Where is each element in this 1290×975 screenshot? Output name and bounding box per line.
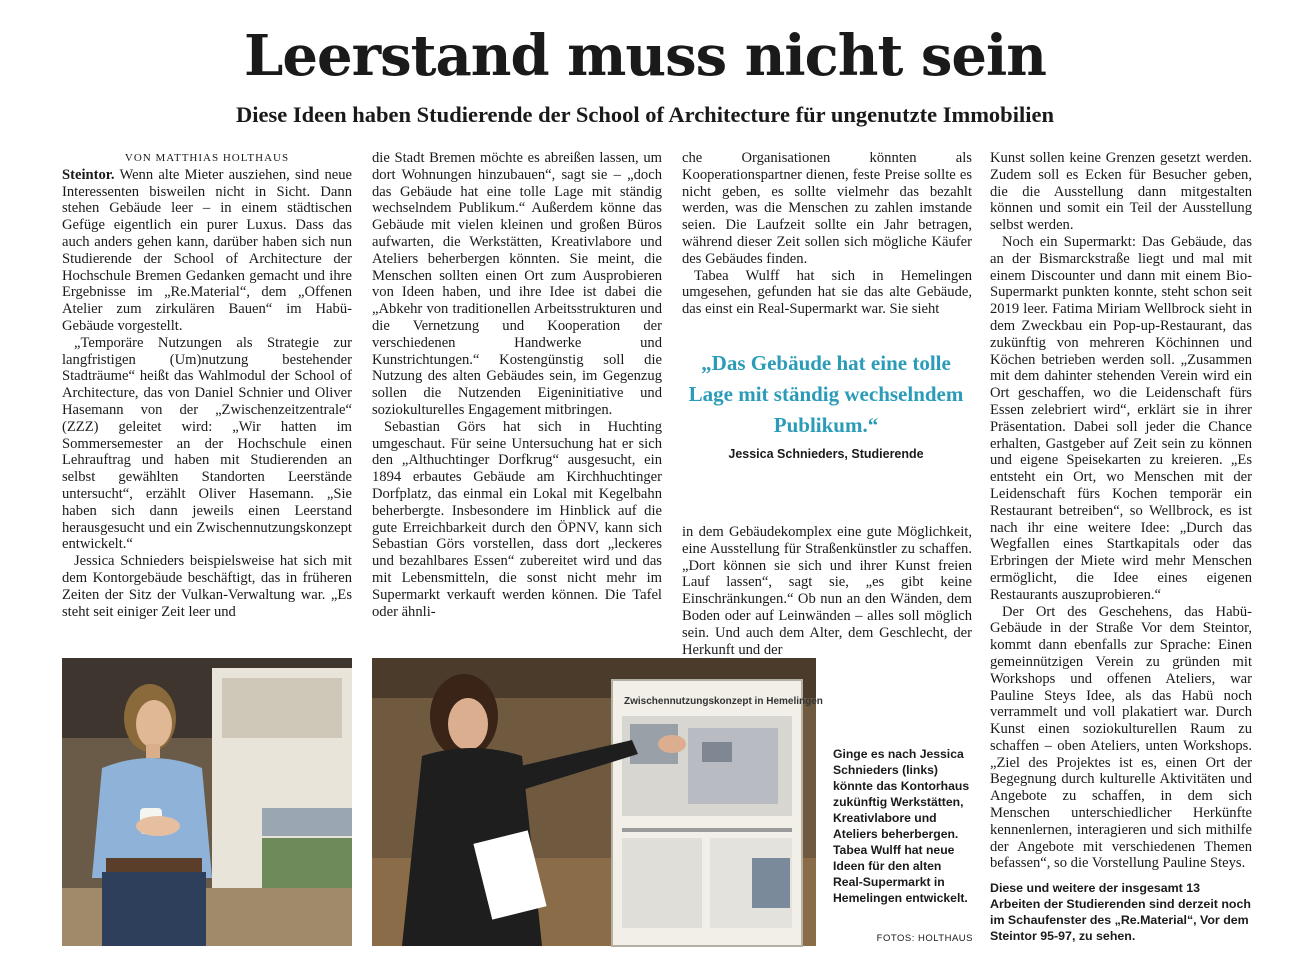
photo-tabea-wulff-poster <box>372 658 823 946</box>
article-column-4 <box>990 150 1252 870</box>
article-endnote: Diese und weitere der insgesamt 13 Arbeiten der Studierenden sind derzeit noch im Schaufenster des „Re.Material“, Vor dem Steintor 95-97, zu sehen. <box>990 881 1251 943</box>
photo-credit: FOTOS: HOLTHAUS <box>876 933 973 944</box>
paragraph: Jessica Schnieders beispielsweise hat sich mit dem Kontorgebäude beschäftigt, das in früheren Zeiten der Sitz der Vulkan-Verwaltung war. „Es steht seit einiger Zeit leer und <box>62 553 352 620</box>
photo-caption: Ginge es nach Jessica Schnieders (links) könnte das Kontorhaus zukünftig Werkstätten, Kreativlabore und Ateliers beherbergen. Tabea Wulff hat neue Ideen für den alten Real-Supermarkt in Hemelingen entwickelt. <box>833 747 970 905</box>
poster-title: Zwischennutzungskonzept in Hemelingen <box>624 696 823 707</box>
article-column-3-bottom <box>682 524 972 658</box>
byline: VON MATTHIAS HOLTHAUS <box>124 152 290 164</box>
paragraph: Noch ein Supermarkt: Das Gebäude, das an der Bismarckstraße liegt und mal mit einem Discounter und dann mit einem Bio-Supermarkt punkten konnte, steht schon seit 2019 leer. Fatima Miriam Wellbrock sieht in dem Zweckbau ein Pop-up-Restaurant, das zukünftig von mehreren Köchinnen und Köchen betrieben werden soll. „Zusammen mit dem dahinter stehenden Verein wird ein Ort geschaffen, wo die Leidenschaft fürs Essen zelebriert wird“, erklärt sie in ihrer Präsentation. Dabei soll jeder die Chance erhalten, Gastgeber auf Zeit sein zu können und eigene Speisekarten zu kreieren. „Es entsteht ein Ort, wo Menschen mit der Leidenschaft fürs Kochen temporär ein Restaurant betreiben“, so Wellbrock, es ist nach ihr eine weitere Idee: „Durch das Wegfallen eines Startkapitals oder das Erbringen der Miete wird mehr Menschen ermöglicht, die Idee eines eigenen Restaurants auszuprobieren.“ <box>990 233 1252 603</box>
article-column-2 <box>372 150 662 642</box>
photo-jessica-schnieders <box>62 658 352 946</box>
paragraph: in dem Gebäudekomplex eine gute Möglichkeit, eine Ausstellung für Straßenkünstler zu schaffen. „Dort können sie sich und ihrer Kunst freien Lauf lassen“, sagt sie, „es gibt keine Einschränkungen.“ Ob nun an den Wänden, dem Boden oder auf Leinwänden – alles soll möglich sein. Und auch dem Alter, dem Geschlecht, der Herkunft und der <box>682 524 972 658</box>
paragraph: die Stadt Bremen möchte es abreißen lassen, um dort Wohnungen hinzubauen“, sagt sie – „doch das Gebäude hat eine tolle Lage mit ständig wechselndem Publikum.“ Außerdem könne das Gebäude mit vielen kleinen und großen Büros aufwarten, die Werkstätten, Kreativlabore und Ateliers beherbergen könnten. Sie meint, die Menschen sollten einen Ort zum Ausprobieren von Ideen haben, und ihre Idee ist dabei die „Abkehr von traditionellen Arbeitsstrukturen und die Vernetzung und Kooperation der verschiedenen Handwerke und Kunstrichtungen.“ Kostengünstig soll die Nutzung des alten Gebäudes sein, im Gegenzug sollen die Nutzenden Eigeninitiative und soziokulturelles Engagement mitbringen. <box>372 150 662 418</box>
paragraph: Sebastian Görs hat sich in Huchting umgeschaut. Für seine Untersuchung hat er sich den „Althuchtinger Dorfkrug“ ausgesucht, ein 1894 erbautes Gebäude am Kirchhuchtinger Dorfplatz, das einmal ein Lokal mit Kegelbahn beherbergte. Insbesondere im Hinblick auf die gute Erreichbarkeit durch den ÖPNV, kann sich Sebastian Görs vorstellen, dass dort „leckeres und bezahlbares Essen“ zubereitet wird und das mit Lebensmitteln, die sonst nicht mehr im Supermarkt verkauft werden können. Die Tafel oder ähnli- <box>372 418 662 620</box>
dateline: Steintor. <box>62 166 115 183</box>
pull-quote-attribution: Jessica Schnieders, Studierende <box>728 447 924 461</box>
subheadline: Diese Ideen haben Studierende der School of Architecture für ungenutzte Immobilien <box>236 102 1054 127</box>
paragraph: Kunst sollen keine Grenzen gesetzt werden. Zudem soll es Ecken für Besucher geben, die die Ausstellung dann mitgestalten können und somit ein Teil der Ausstellung selbst werden. <box>990 150 1252 234</box>
paragraph: Der Ort des Geschehens, das Habü-Gebäude in der Straße Vor dem Steintor, kommt dann ebenfalls zur Sprache: Einen gemeinnützigen Verein zu gründen mit Workshops und offenen Ateliers, war Pauline Steys Idee, als das Habü noch verrammelt und voll plakatiert war. Durch Kunst einen soziokulturellen Raum zu schaffen – oben Ateliers, unten Workshops. „Ziel des Projektes ist es, einen Ort der Begegnung durch kulturelle Aktivitäten und Angebote zu schaffen, in dem sich Menschen unterschiedlicher Herkünfte kennenlernen, interagieren und sich mithilfe der Angebote mit verschiedenen Themen befassen“, so die Vorstellung Pauline Steys. <box>990 603 1252 872</box>
headline: Leerstand muss nicht sein <box>243 23 1046 89</box>
paragraph: Tabea Wulff hat sich in Hemelingen umgesehen, gefunden hat sie das alte Gebäude, das einst ein Real-Supermarkt war. Sie sieht <box>682 267 972 318</box>
article-column-3-top <box>682 150 972 320</box>
paragraph: „Temporäre Nutzungen als Strategie zur langfristigen (Um)nutzung bestehender Stadträume“ heißt das Wahlmodul der School of Architecture, das von Daniel Schnier und Oliver Hasemann von der „Zwischenzeitzentrale“ (ZZZ) geleitet wird: „Wir hatten im Sommersemester an der Hochschule einen Lehrauftrag und haben mit Studierenden an selbst gewählten Standorten Leerstände untersucht“, erzählt Oliver Hasemann. „Sie haben sich dann jeweils einen Leerstand herausgesucht und ein Zwischennutzungskonzept entwickelt.“ <box>62 334 352 553</box>
pull-quote <box>680 348 972 461</box>
pull-quote-text: „Das Gebäude hat eine tolle Lage mit ständig wechselndem Publikum.“ <box>688 351 964 437</box>
article-column-1 <box>62 150 352 642</box>
paragraph: che Organisationen könnten als Kooperationspartner dienen, feste Preise sollte es nicht geben, es sollte vielmehr das bezahlt werden, was die Menschen zu zahlen imstande seien. Die Laufzeit sollte ein Jahr betragen, während dieser Zeit sollen sich mögliche Käufer des Gebäudes finden. <box>682 150 972 267</box>
paragraph: Steintor. Wenn alte Mieter ausziehen, sind neue Interessenten bisweilen nicht in Sicht. Dann stehen Gebäude leer – in einem städtischen Gefüge eigentlich ein purer Luxus. Dass das auch anders gehen kann, darüber haben sich nun Studierende der School of Architecture der Hochschule Bremen Gedanken gemacht und ihre Ergebnisse im „Re.Material“, dem „Offenen Atelier zum zirkulären Bauen“ im Habü-Gebäude vorgestellt. <box>62 166 352 334</box>
